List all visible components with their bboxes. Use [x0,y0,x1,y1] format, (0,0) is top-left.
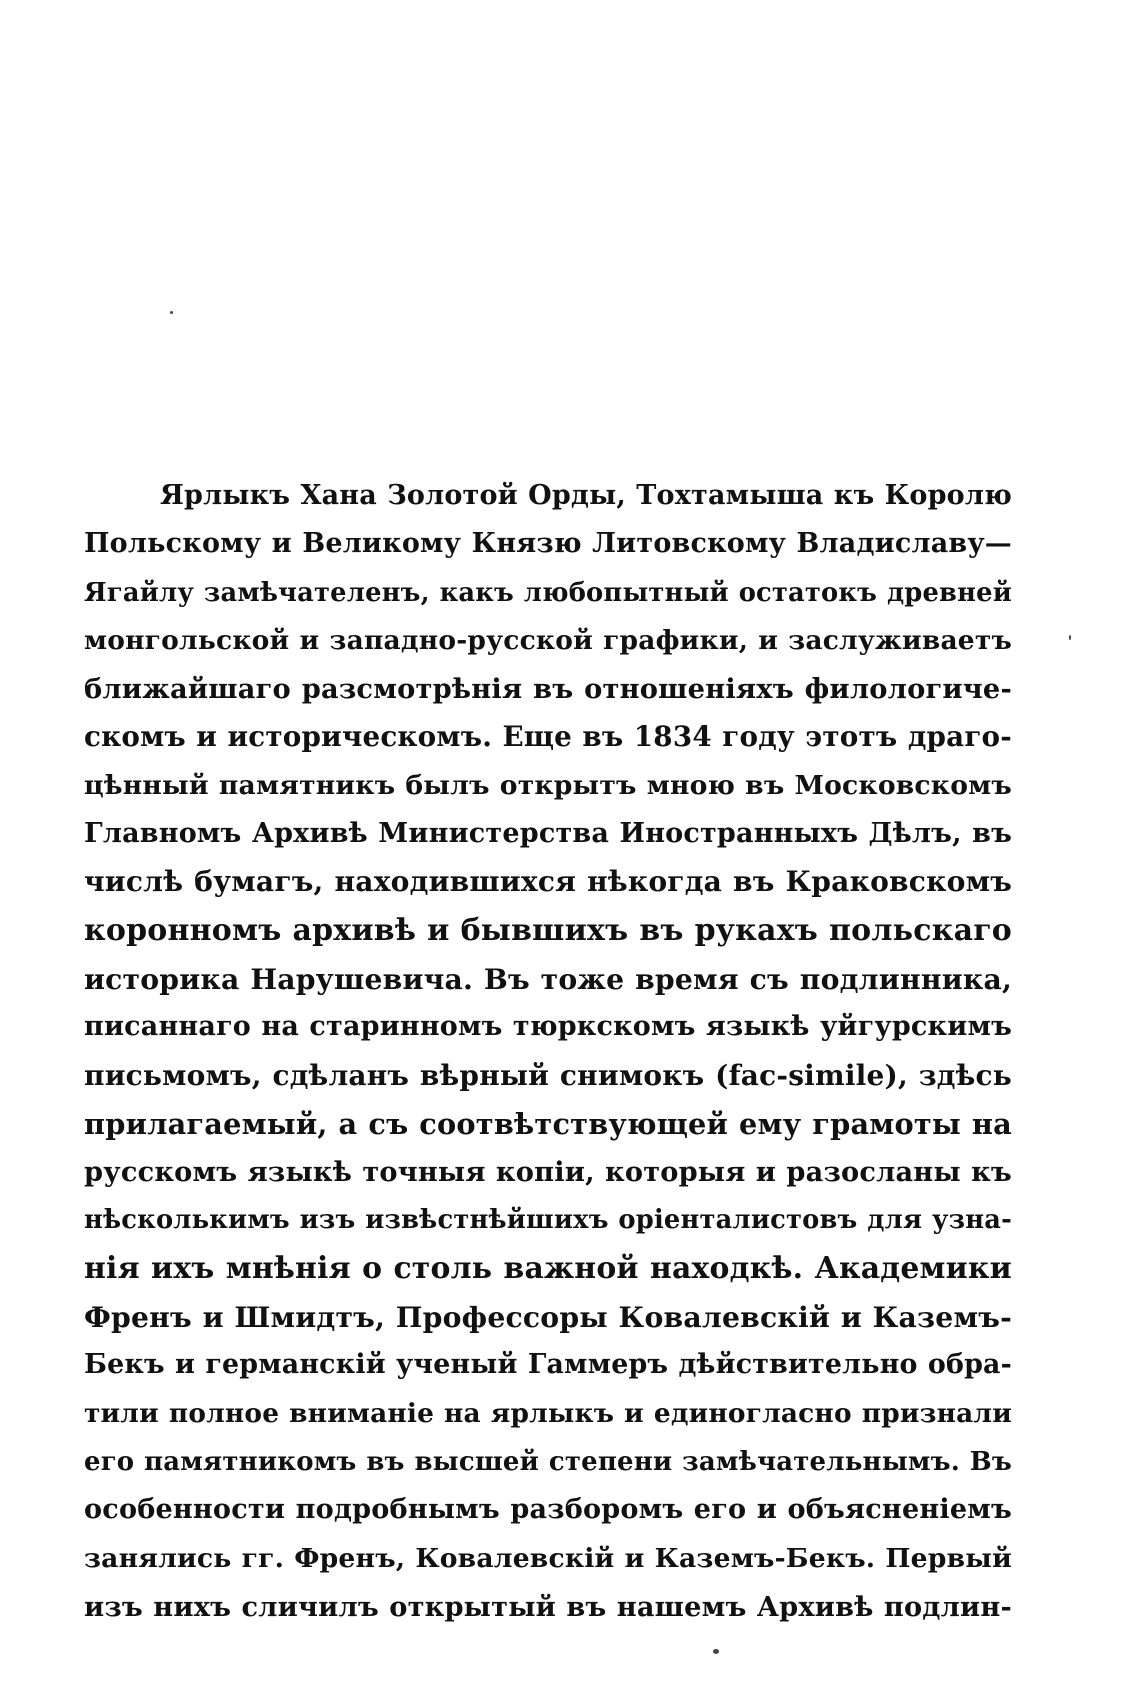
text-line: прилагаемый, а съ соотвѣтствующей ему грамоты на [84,1106,1012,1141]
text-line: занялись гг. Френъ, Ковалевскій и Каземъ-Бекъ. Первый [84,1542,1012,1574]
text-line: монгольской и западно-русской графики, и заслуживаетъ [84,624,1012,656]
text-line: русскомъ языкѣ точныя копіи, которыя и разосланы къ [84,1156,1012,1189]
text-line: цѣнный памятникъ былъ открытъ мною въ Московскомъ [84,769,1012,801]
paper-speck [170,311,173,314]
text-line: писаннаго на старинномъ тюркскомъ языкѣ уйгурскимъ [84,1011,1012,1043]
text-line: историка Нарушевича. Въ тоже время съ подлинника, [84,961,1012,996]
text-line: ближайшаго разсмотрѣнія въ отношеніяхъ филологиче- [84,673,1012,706]
text-line: Бекъ и германскій ученый Гаммеръ дѣйствительно обра- [84,1349,1012,1381]
paper-speck [713,1649,719,1654]
text-line: Ягайлу замѣчателенъ, какъ любопытный остатокъ древней [84,577,1012,608]
text-line: письмомъ, сдѣланъ вѣрный снимокъ (fac-simile), здѣсь [84,1058,1012,1092]
text-line: Польскому и Великому Князю Литовскому Владиславу— [84,528,1012,560]
text-line: нѣсколькимъ изъ извѣстнѣйшихъ оріенталистовъ для узна- [84,1205,1012,1236]
text-line: нія ихъ мнѣнія о столь важной находкѣ. Академики [84,1250,1012,1286]
text-line: особенности подробнымъ разборомъ его и объясненіемъ [84,1494,1012,1526]
body-paragraph [84,472,1012,1631]
paper-speck [1069,635,1071,640]
text-line: коронномъ архивѣ и бывшихъ въ рукахъ польскаго [84,912,1012,948]
text-line: скомъ и историческомъ. Еще въ 1834 году этотъ драго- [84,720,1012,754]
text-line: изъ нихъ сличилъ открытый въ нашемъ Архивѣ подлин- [84,1590,1012,1623]
text-line: Ярлыкъ Хана Золотой Орды, Тохтамыша къ Королю [160,480,1012,511]
text-line: тили полное вниманіе на ярлыкъ и единогласно признали [84,1397,1012,1429]
text-line: Главномъ Архивѣ Министерства Иностранныхъ Дѣлъ, въ [84,818,1012,850]
text-line: его памятникомъ въ высшей степени замѣчательнымъ. Въ [84,1446,1012,1477]
text-line: Френъ и Шмидтъ, Профессоры Ковалевскій и Каземъ- [84,1300,1012,1335]
text-line: числѣ бумагъ, находившихся нѣкогда въ Краковскомъ [84,865,1012,899]
